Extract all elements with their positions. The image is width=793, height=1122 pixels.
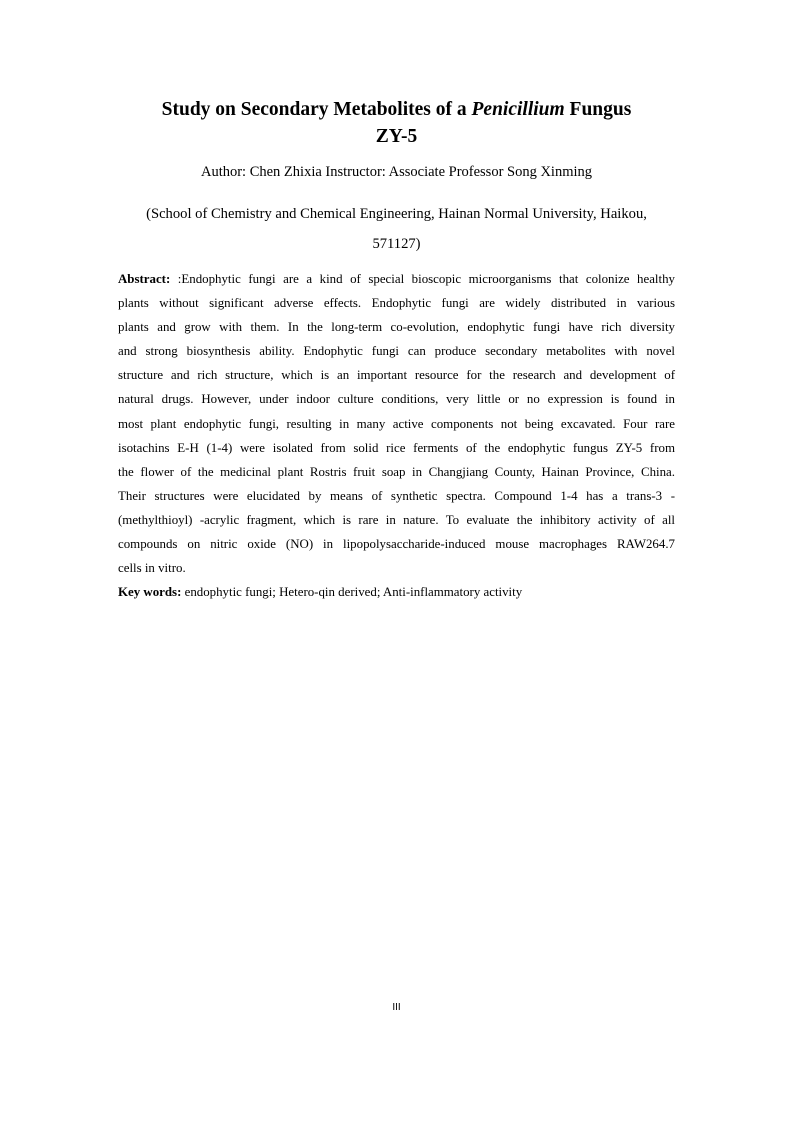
keywords-text: endophytic fungi; Hetero-qin derived; Anti-inflammatory activity <box>181 585 523 600</box>
keywords-line <box>118 580 675 604</box>
abstract-line-text: :Endophytic fungi are a kind of special bioscopic microorganisms that colonize healthy <box>170 272 675 286</box>
abstract-line: compounds on nitric oxide (NO) in lipopolysaccharide-induced mouse macrophages RAW264.7 <box>118 537 675 552</box>
affiliation-line-1: (School of Chemistry and Chemical Engineering, Hainan Normal University, Haikou, <box>146 206 647 222</box>
title-text-suffix: Fungus <box>564 99 632 120</box>
abstract-line: the flower of the medicinal plant Rostris fruit soap in Changjiang County, Hainan Province, China. <box>118 464 675 479</box>
affiliation <box>118 200 675 259</box>
title-text-prefix: Study on Secondary Metabolites of a <box>161 99 472 120</box>
abstract-line: cells in vitro. <box>118 561 186 576</box>
page-number: III <box>392 1002 401 1013</box>
abstract-line: and strong biosynthesis ability. Endophytic fungi can produce secondary metabolites with novel <box>118 344 675 359</box>
abstract-line: (methylthioyl) -acrylic fragment, which is rare in nature. To evaluate the inhibitory activity of all <box>118 512 675 527</box>
abstract-line: natural drugs. However, under indoor culture conditions, very little or no expression is found in <box>118 392 675 407</box>
abstract-paragraph <box>118 267 675 604</box>
affiliation-line-2: 571127) <box>372 235 421 252</box>
abstract-line: structure and rich structure, which is an important resource for the research and development of <box>118 368 675 383</box>
title-line-1 <box>118 96 675 123</box>
title-line-2: ZY-5 <box>375 126 418 147</box>
title-italic-genus: Penicillium <box>471 99 565 120</box>
abstract-line: isotachins E-H (1-4) were isolated from solid rice ferments of the endophytic fungus ZY-5 from <box>118 440 675 455</box>
keywords-label: Key words: <box>118 585 182 600</box>
abstract-line: Their structures were elucidated by means of synthetic spectra. Compound 1-4 has a trans-3 - <box>118 488 675 503</box>
abstract-line <box>118 267 675 291</box>
abstract-label: Abstract: <box>118 272 171 286</box>
author-line: Author: Chen Zhixia Instructor: Associate Professor Song Xinming <box>200 164 593 180</box>
abstract-line: plants without significant adverse effects. Endophytic fungi are widely distributed in various <box>118 296 675 311</box>
abstract-line: plants and grow with them. In the long-term co-evolution, endophytic fungi have rich diversity <box>118 320 675 335</box>
abstract-line: most plant endophytic fungi, resulting in many active components not being excavated. Four rare <box>118 416 675 431</box>
document-title <box>118 96 675 150</box>
